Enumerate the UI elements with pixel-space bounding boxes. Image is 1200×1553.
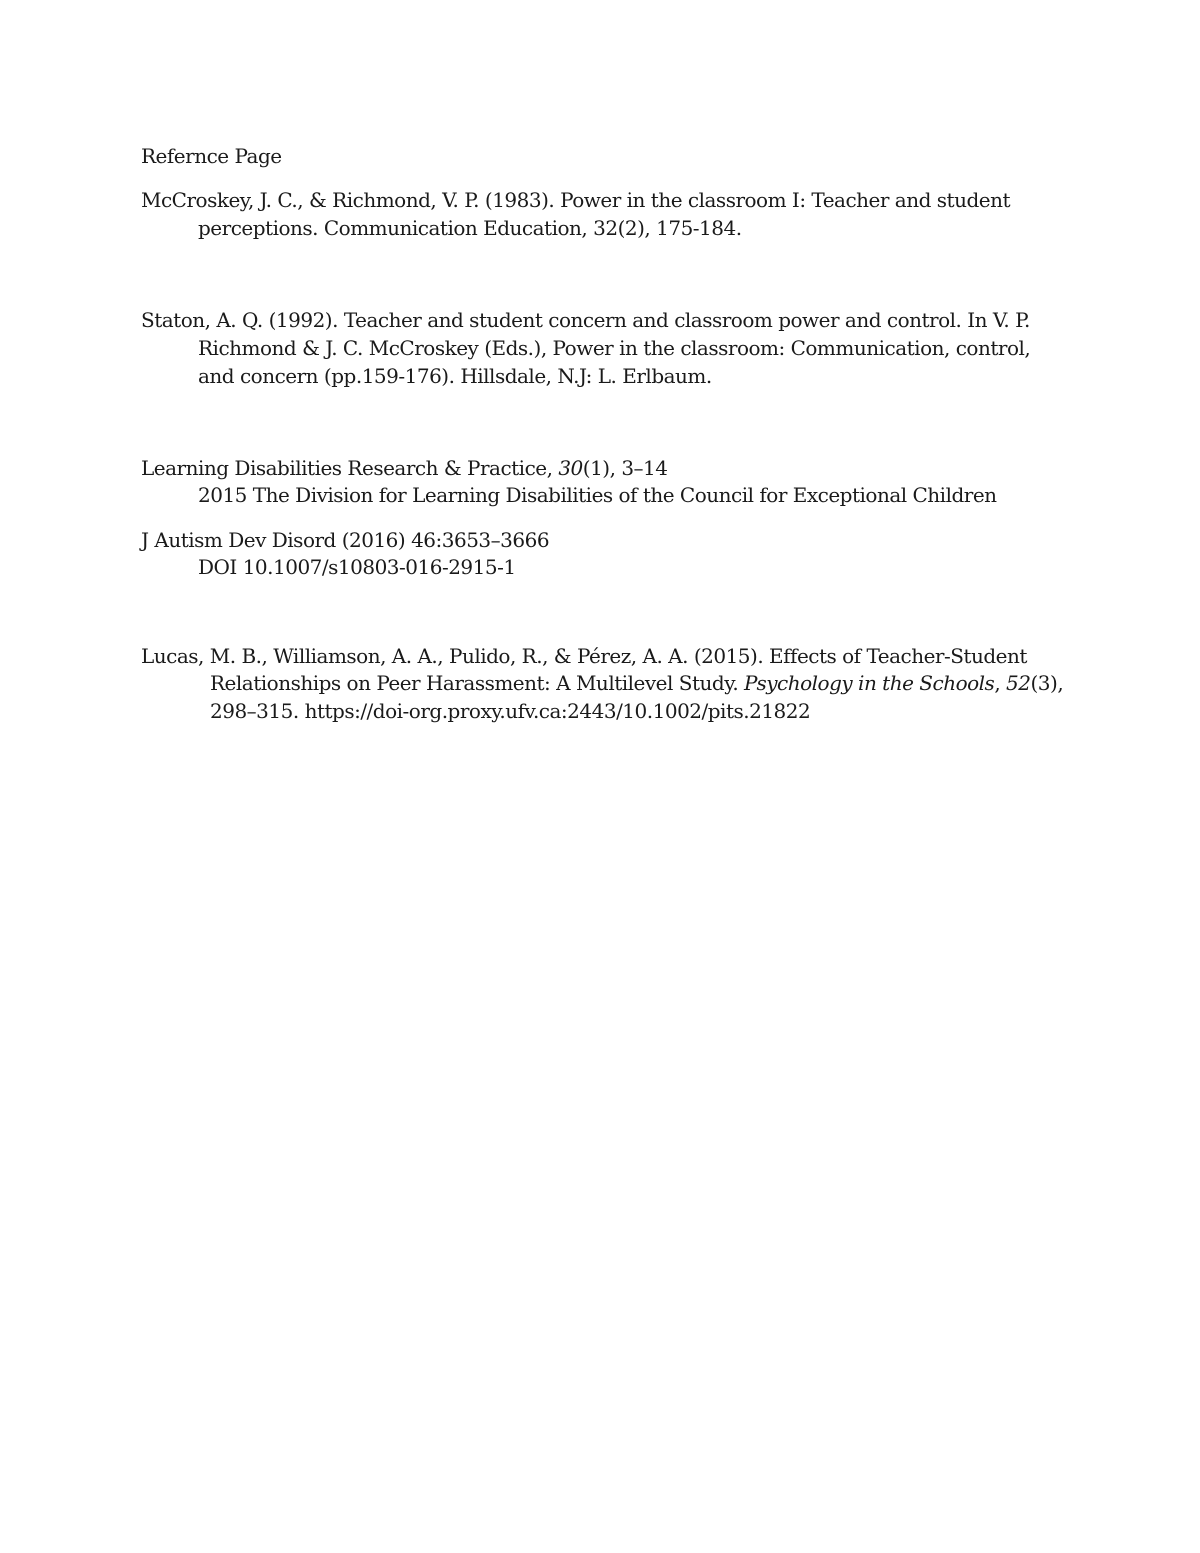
reference-line: Richmond & J. C. McCroskey (Eds.), Power in the classroom: Communication, control, <box>198 336 1031 360</box>
reference-text: Learning Disabilities Research & Practice, <box>141 456 559 480</box>
reference-line: McCroskey, J. C., & Richmond, V. P. (1983). Power in the classroom I: Teacher and student <box>141 188 1011 212</box>
reference-line: perceptions. Communication Education, 32(2), 175-184. <box>198 216 742 240</box>
reference-line: Lucas, M. B., Williamson, A. A., Pulido, R., & Pérez, A. A. (2015). Effects of Teacher-Student <box>141 644 1027 668</box>
reference-entry-mccroskey <box>141 186 1010 242</box>
reference-text: , <box>994 671 1007 695</box>
reference-line <box>141 454 997 481</box>
reference-text: Relationships on Peer Harassment: A Multilevel Study. <box>210 671 745 695</box>
reference-line: 298–315. https://doi-org.proxy.ufv.ca:2443/10.1002/pits.21822 <box>210 699 811 723</box>
reference-entry-learning-disabilities <box>141 454 997 509</box>
page-title: Refernce Page <box>141 144 282 168</box>
reference-volume: 52 <box>1006 671 1031 695</box>
reference-entry-staton <box>141 306 1030 390</box>
reference-entry-autism <box>141 526 549 581</box>
reference-line: and concern (pp.159-176). Hillsdale, N.J: L. Erlbaum. <box>198 364 712 388</box>
reference-line: J Autism Dev Disord (2016) 46:3653–3666 <box>141 528 550 552</box>
reference-line: DOI 10.1007/s10803-016-2915-1 <box>198 555 516 579</box>
reference-text: (1), 3–14 <box>582 456 668 480</box>
reference-entry-lucas <box>141 642 1063 725</box>
reference-text: (3), <box>1030 671 1064 695</box>
reference-line: 2015 The Division for Learning Disabilities of the Council for Exceptional Children <box>198 483 997 507</box>
reference-line <box>141 669 1063 697</box>
reference-volume: 30 <box>558 456 583 480</box>
reference-journal: Psychology in the Schools <box>744 671 995 695</box>
reference-line: Staton, A. Q. (1992). Teacher and student concern and classroom power and control. In V. P. <box>141 308 1030 332</box>
